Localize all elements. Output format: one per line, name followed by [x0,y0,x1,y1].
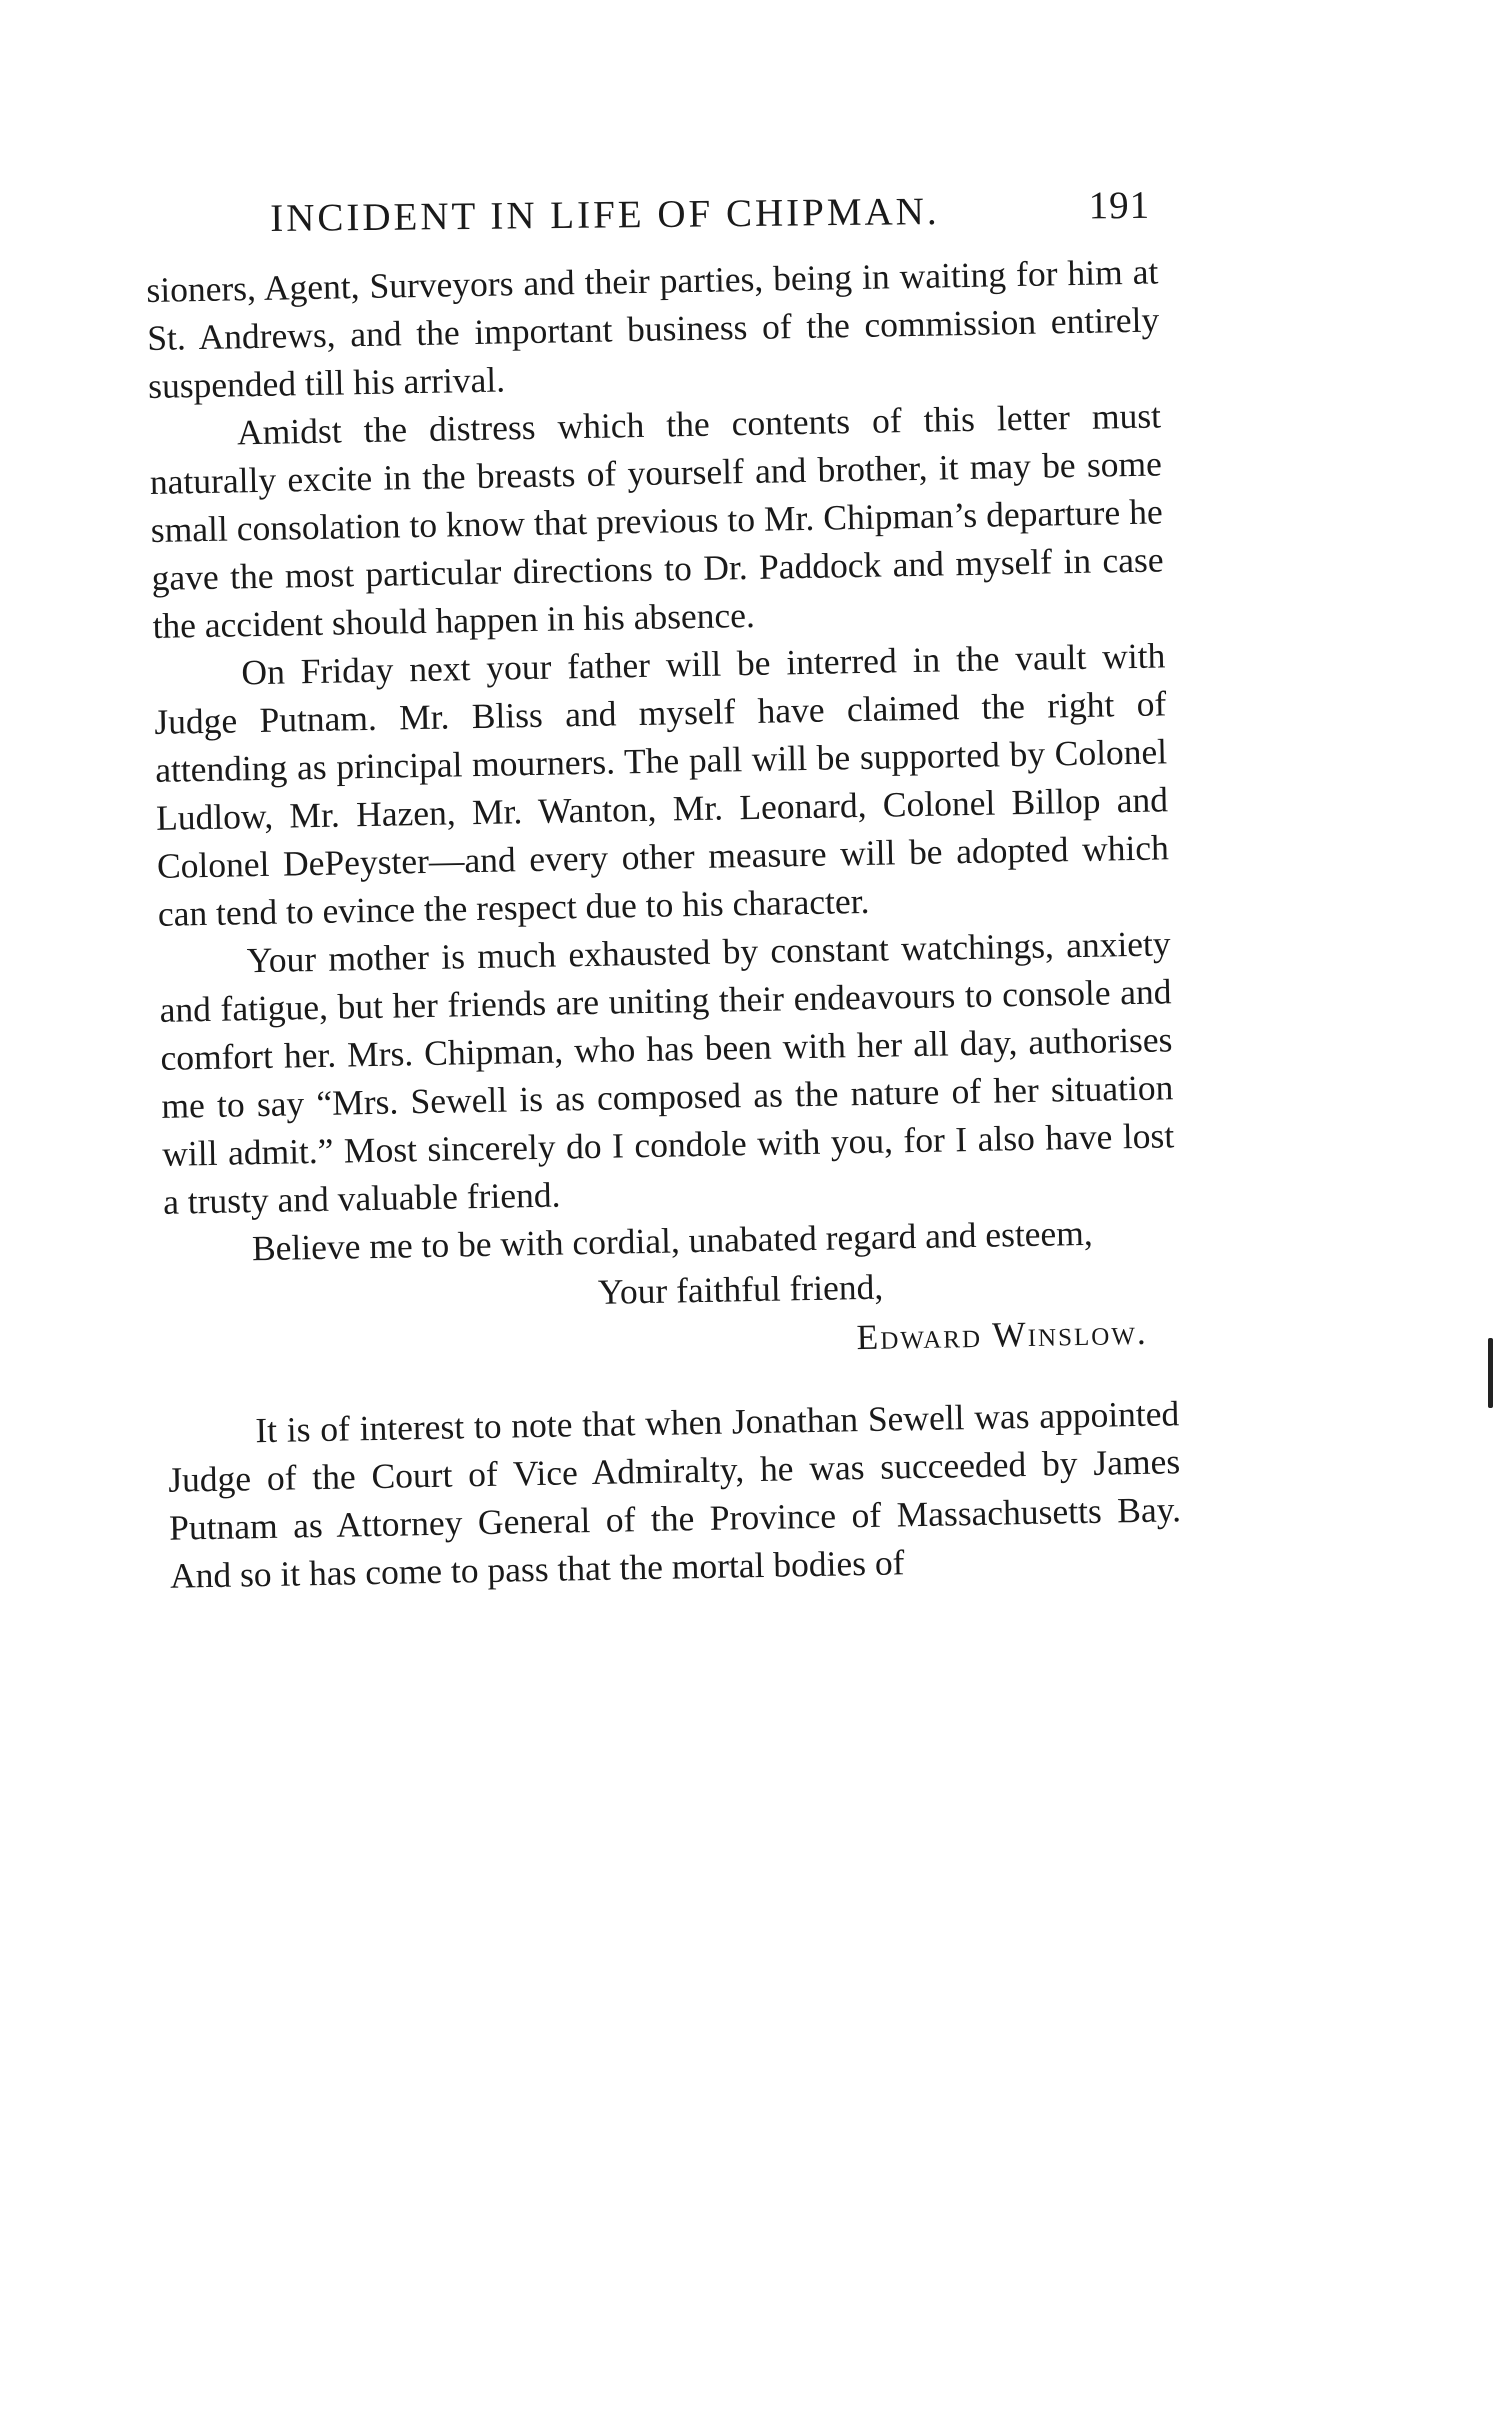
letter-signature: Edward Winslow. [856,1311,1149,1358]
running-head: INCIDENT IN LIFE OF CHIPMAN. [270,189,940,240]
scan-edge-mark [1488,1338,1493,1408]
paragraph-consolation: Amidst the distress which the contents of this letter must naturally excite in the breasts of yourself and brother, it may be some small consolation to know that previous to Mr. Chipman’s departure he gave the most particular directions to Dr. Paddock and myself in case the accident should happen in his absence. [149,395,1164,646]
page-body [146,247,1182,1599]
page-number: 191 [1088,183,1151,228]
page-header [270,183,1161,256]
paragraph-commentary: It is of interest to note that when Jonathan Sewell was appointed Judge of the Court of Vice Admiralty, he was succeeded by James Putnam as Attorney General of the Province of Massachusetts Bay. And so it has come to pass that the mortal bodies of [167,1393,1182,1596]
paragraph-mother: Your mother is much exhausted by constant watchings, anxiety and fatigue, but her friends are uniting their endeavours to console and comfort her. Mrs. Chipman, who has been with her all day, authorises me to say “Mrs. Sewell is as composed as the nature of her situation will admit.” Most sincerely do I condole with you, for I also have lost a trusty and valuable friend. [159,923,1175,1222]
paragraph-funeral: On Friday next your father will be interred in the vault with Judge Putnam. Mr. Bliss and myself have claimed the right of attending as principal mourners. The pall will be supported by Colonel Ludlow, Mr. Hazen, Mr. Wanton, Mr. Leonard, Colonel Billop and Colonel DePeyster—and every other measure will be adopted which can tend to evince the respect due to his character. [153,635,1170,934]
paragraph-continuation: sioners, Agent, Surveyors and their parties, being in waiting for him at St. Andrews, and the important business of the commission entirely suspended till his arrival. [146,251,1160,406]
paragraph-closing: Believe me to be with cordial, unabated regard and esteem, [251,1212,1094,1269]
letter-signoff: Your faithful friend, [597,1266,884,1312]
